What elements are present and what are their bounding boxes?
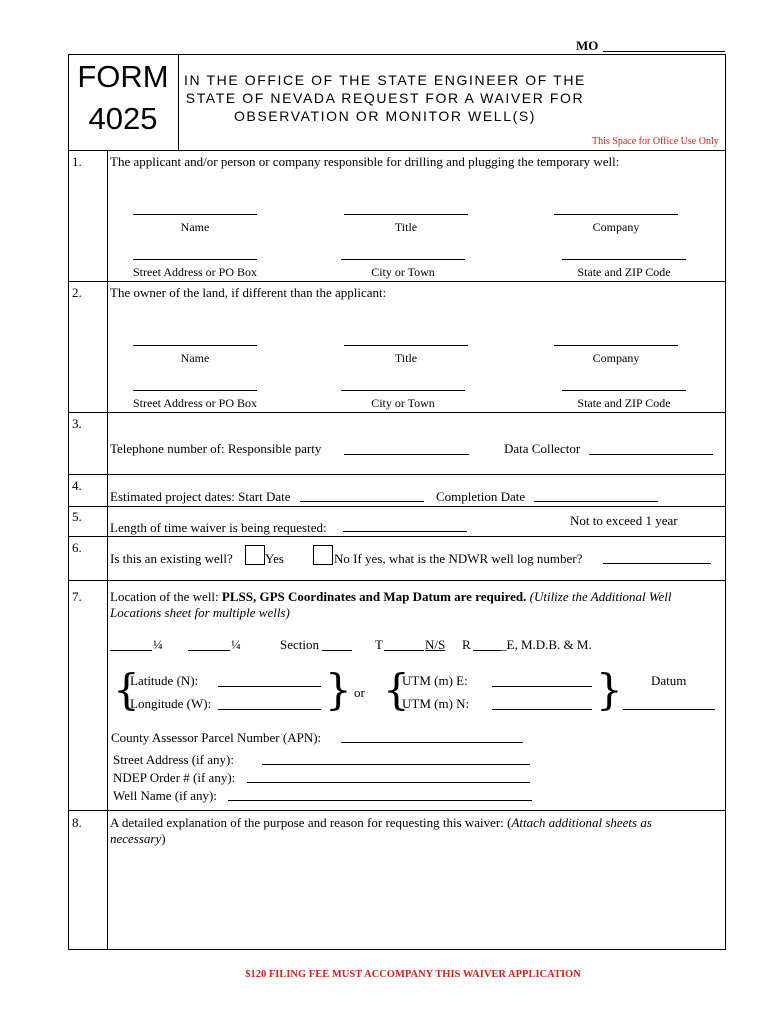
owner-title-field[interactable] <box>344 345 468 366</box>
datum-line[interactable] <box>623 709 715 710</box>
no-checkbox[interactable] <box>313 545 333 565</box>
section-5-number: 5. <box>72 509 82 524</box>
row-divider-6 <box>68 536 726 537</box>
data-collector-label: Data Collector <box>504 441 581 456</box>
start-date-label: Estimated project dates: Start Date <box>110 489 291 504</box>
apn-line[interactable] <box>341 742 523 743</box>
applicant-company-line[interactable] <box>554 214 678 215</box>
section-4-number: 4. <box>72 478 82 493</box>
or-label: or <box>354 685 365 700</box>
owner-street-label: Street Address or PO Box <box>133 396 257 410</box>
waiver-length-note: Not to exceed 1 year <box>570 513 678 528</box>
table-left-border <box>68 150 69 950</box>
applicant-name-field[interactable] <box>133 214 257 235</box>
owner-street-field[interactable] <box>133 390 257 411</box>
range-line[interactable] <box>473 650 501 651</box>
longitude-label: Longitude (W): <box>130 696 212 711</box>
location-note-italic: (Utilize the Additional Well <box>526 589 672 604</box>
utm-close-brace-icon: } <box>596 665 623 714</box>
applicant-company-field[interactable] <box>554 214 678 235</box>
row-divider-5 <box>68 506 726 507</box>
owner-state-line[interactable] <box>562 390 686 391</box>
longitude-line[interactable] <box>218 709 321 710</box>
completion-date-label: Completion Date <box>436 489 526 504</box>
owner-company-line[interactable] <box>554 345 678 346</box>
well-street-line[interactable] <box>262 764 530 765</box>
township-label: T <box>375 637 383 652</box>
ndep-order-label: NDEP Order # (if any): <box>113 770 236 785</box>
applicant-name-label: Name <box>180 220 210 234</box>
lat-long-open-brace-icon: { <box>113 665 140 714</box>
well-street-label: Street Address (if any): <box>113 752 234 767</box>
section-3-number: 3. <box>72 416 82 431</box>
row-divider-3 <box>68 412 726 413</box>
quarter-2-symbol: ¼ <box>231 637 241 652</box>
range-label: R <box>462 637 471 652</box>
owner-company-field[interactable] <box>554 345 678 366</box>
number-column-divider <box>107 150 108 950</box>
yes-label: Yes <box>265 551 284 566</box>
applicant-title-field[interactable] <box>344 214 468 235</box>
utm-n-label: UTM (m) N: <box>402 696 470 711</box>
header-top-border <box>68 54 726 55</box>
no-well-log-label: No If yes, what is the NDWR well log number? <box>334 551 583 566</box>
applicant-state-line[interactable] <box>562 259 686 260</box>
datum-label: Datum <box>651 673 687 688</box>
applicant-state-field[interactable] <box>562 259 686 280</box>
location-intro <box>110 589 720 605</box>
owner-company-label: Company <box>592 351 640 365</box>
well-log-number-line[interactable] <box>603 563 711 564</box>
owner-name-field[interactable] <box>133 345 257 366</box>
applicant-street-line[interactable] <box>133 259 257 260</box>
location-required-text: PLSS, GPS Coordinates and Map Datum are required. <box>221 589 527 604</box>
waiver-length-label: Length of time waiver is being requested: <box>110 520 327 535</box>
explanation-text: A detailed explanation of the purpose and reason for requesting this waiver: ( <box>110 815 512 830</box>
applicant-city-line[interactable] <box>341 259 465 260</box>
form-box-divider <box>178 54 179 150</box>
section-label: Section <box>280 637 319 652</box>
responsible-party-phone-line[interactable] <box>344 454 469 455</box>
table-bottom-border <box>68 949 726 950</box>
section-7-number: 7. <box>72 589 82 604</box>
explanation-italic-2: necessary <box>110 831 162 846</box>
location-intro-prefix: Location of the well: <box>110 589 222 604</box>
utm-e-line[interactable] <box>492 686 592 687</box>
owner-state-label: State and ZIP Code <box>577 396 671 410</box>
waiver-length-line[interactable] <box>343 531 467 532</box>
apn-label: County Assessor Parcel Number (APN): <box>111 730 322 745</box>
row-divider-7 <box>68 580 726 581</box>
explanation-text-area[interactable] <box>109 850 723 947</box>
owner-title-label: Title <box>394 351 418 365</box>
explanation-label <box>110 815 722 831</box>
owner-name-line[interactable] <box>133 345 257 346</box>
section-line[interactable] <box>322 650 352 651</box>
header-right-border <box>725 54 726 150</box>
owner-title-line[interactable] <box>344 345 468 346</box>
applicant-name-line[interactable] <box>133 214 257 215</box>
form-number: 4025 <box>88 101 158 136</box>
applicant-title-line[interactable] <box>344 214 468 215</box>
completion-date-line[interactable] <box>534 501 658 502</box>
applicant-title-label: Title <box>394 220 418 234</box>
applicant-state-label: State and ZIP Code <box>577 265 671 279</box>
form-word: FORM <box>77 59 169 94</box>
section-8-number: 8. <box>72 815 82 830</box>
data-collector-phone-line[interactable] <box>589 454 713 455</box>
phone-label: Telephone number of: Responsible party <box>110 441 322 456</box>
applicant-street-field[interactable] <box>133 259 257 280</box>
meridian-label: _E, M.D.B. & M. <box>500 637 592 652</box>
applicant-company-label: Company <box>592 220 640 234</box>
explanation-line-2 <box>110 831 166 847</box>
latitude-line[interactable] <box>218 686 321 687</box>
owner-city-line[interactable] <box>341 390 465 391</box>
well-name-line[interactable] <box>228 800 532 801</box>
start-date-line[interactable] <box>300 501 424 502</box>
utm-open-brace-icon: { <box>383 665 410 714</box>
ndep-order-line[interactable] <box>247 782 530 783</box>
location-note-italic-2: Locations sheet for multiple wells) <box>110 605 290 620</box>
quarter-1-line[interactable] <box>110 650 152 651</box>
well-name-label: Well Name (if any): <box>113 788 217 803</box>
township-line[interactable] <box>384 650 424 651</box>
office-use-note: This Space for Office Use Only <box>592 136 719 147</box>
lat-long-close-brace-icon: } <box>325 665 352 714</box>
table-right-border <box>725 150 726 950</box>
mo-field-line[interactable] <box>603 51 725 52</box>
explanation-italic: Attach additional sheets as <box>511 815 652 830</box>
applicant-city-field[interactable] <box>341 259 465 280</box>
owner-state-field[interactable] <box>562 390 686 411</box>
section-1-number: 1. <box>72 154 82 169</box>
title-line-1: IN THE OFFICE OF THE STATE ENGINEER OF THE <box>184 72 586 88</box>
utm-e-label: UTM (m) E: <box>402 673 468 688</box>
mo-label: MO <box>576 38 599 53</box>
owner-city-label: City or Town <box>371 396 435 410</box>
applicant-street-label: Street Address or PO Box <box>133 265 257 279</box>
section-6-number: 6. <box>72 540 82 555</box>
existing-well-question: Is this an existing well? <box>110 551 233 566</box>
applicant-city-label: City or Town <box>371 265 435 279</box>
title-line-3: OBSERVATION OR MONITOR WELL(S) <box>233 108 537 124</box>
utm-n-line[interactable] <box>492 709 592 710</box>
table-top-border <box>107 150 726 151</box>
quarter-1-symbol: ¼ <box>153 637 163 652</box>
row-divider-2 <box>68 281 726 282</box>
latitude-label: Latitude (N): <box>130 673 199 688</box>
owner-street-line[interactable] <box>133 390 257 391</box>
form-title <box>180 71 590 125</box>
row-divider-4 <box>68 474 726 475</box>
title-line-2: STATE OF NEVADA REQUEST FOR A WAIVER FOR <box>185 90 585 106</box>
owner-city-field[interactable] <box>341 390 465 411</box>
owner-name-label: Name <box>180 351 210 365</box>
filing-fee-notice: $120 FILING FEE MUST ACCOMPANY THIS WAIVER APPLICATION <box>245 969 581 980</box>
row-divider-8 <box>68 810 726 811</box>
explanation-close: ) <box>161 831 166 846</box>
ns-label: N/S <box>425 637 446 652</box>
quarter-2-line[interactable] <box>188 650 230 651</box>
section-2-text: The owner of the land, if different than the applicant: <box>110 285 387 300</box>
section-1-text: The applicant and/or person or company responsible for drilling and plugging the temporary well: <box>110 154 620 169</box>
section-2-number: 2. <box>72 285 82 300</box>
yes-checkbox[interactable] <box>245 545 265 565</box>
